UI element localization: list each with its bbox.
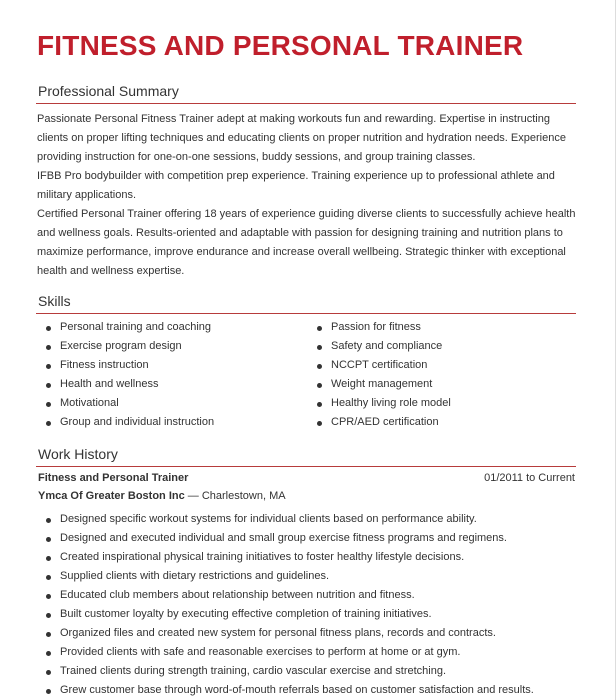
bullet-icon [317,364,322,369]
skill-item [36,337,296,356]
skill-label: Safety and compliance [331,340,443,352]
bullet-icon [46,421,51,426]
job-location: Charlestown, MA [201,490,286,502]
employer-separator: — [184,490,202,502]
duty-item [36,586,596,605]
duty-item [36,567,596,586]
job-dates: 01/2011 to Current [484,472,575,484]
skill-label: NCCPT certification [331,359,428,371]
skill-label: Exercise program design [60,340,182,352]
skill-label: Fitness instruction [60,359,149,371]
summary-paragraph: Certified Personal Trainer offering 18 years of experience guiding diverse clients to successfully achieve health and wellness goals. Results-oriented and adaptable with passion for designing training and nutrition plans to maximize performance, improve endurance and increase overall wellbeing. Strategic thinker with exceptional health and wellness expertise. [37,208,576,277]
bullet-icon [46,345,51,350]
duty-item [36,605,596,624]
bullet-icon [46,383,51,388]
skill-item [307,413,567,432]
summary-heading: Professional Summary [38,83,179,99]
skill-item [36,394,296,413]
skill-label: Group and individual instruction [60,416,215,428]
bullet-icon [46,537,51,542]
bullet-icon [46,556,51,561]
bullet-icon [46,326,51,331]
skill-label: Health and wellness [60,378,159,390]
duty-text: Educated club members about relationship between nutrition and fitness. [60,589,415,601]
skill-label: Motivational [60,397,119,409]
bullet-icon [46,594,51,599]
duty-text: Created inspirational physical training initiatives to foster healthy lifestyle decisions. [60,551,465,563]
bullet-icon [46,402,51,407]
bullet-icon [46,518,51,523]
skill-item [307,394,567,413]
duty-text: Grew customer base through word-of-mouth referrals based on customer satisfaction and results. [60,684,534,696]
bullet-icon [46,632,51,637]
bullet-icon [317,326,322,331]
skill-item [307,356,567,375]
work-history-heading: Work History [38,446,118,462]
duty-item [36,681,596,700]
job-duties-list [36,510,596,700]
bullet-icon [46,575,51,580]
bullet-icon [317,421,322,426]
bullet-icon [46,613,51,618]
skill-item [307,318,567,337]
skill-item [36,356,296,375]
summary-divider [36,103,576,104]
duty-text: Supplied clients with dietary restrictions and guidelines. [60,570,330,582]
duty-text: Provided clients with safe and reasonable exercises to perform at home or at gym. [60,646,461,658]
skill-label: Personal training and coaching [60,321,212,333]
skill-label: CPR/AED certification [331,416,439,428]
duty-text: Designed and executed individual and small group exercise fitness programs and regimens. [60,532,507,544]
duty-text: Designed specific workout systems for individual clients based on performance ability. [60,513,477,525]
summary-paragraph: Passionate Personal Fitness Trainer adept at making workouts fun and rewarding. Expertise in instructing clients on proper lifting techniques and educating clients on proper nutrition and hydration needs. Experience providing instruction for one-on-one sessions, buddy sessions, and group training classes. [37,113,566,163]
duty-item [36,529,596,548]
summary-body [37,110,582,281]
resume-name: FITNESS AND PERSONAL TRAINER [37,30,524,61]
skill-label: Passion for fitness [331,321,421,333]
skills-list-left [36,318,296,432]
work-history-divider [36,466,576,467]
skill-item [307,375,567,394]
duty-item [36,548,596,567]
skills-divider [36,313,576,314]
bullet-icon [317,402,322,407]
duty-item [36,643,596,662]
skill-label: Healthy living role model [331,397,451,409]
skills-list-right [307,318,567,432]
bullet-icon [46,670,51,675]
skill-item [36,375,296,394]
skill-item [36,413,296,432]
skill-item [36,318,296,337]
bullet-icon [46,689,51,694]
skill-item [307,337,567,356]
bullet-icon [317,345,322,350]
skill-label: Weight management [331,378,433,390]
duty-item [36,510,596,529]
bullet-icon [317,383,322,388]
duty-text: Built customer loyalty by executing effective completion of training initiatives. [60,608,432,620]
duty-item [36,662,596,681]
summary-paragraph: IFBB Pro bodybuilder with competition prep experience. Training experience up to professional athlete and military applications. [37,170,555,201]
duty-text: Organized files and created new system for personal fitness plans, records and contracts. [60,627,496,639]
job-title: Fitness and Personal Trainer [38,472,189,484]
job-employer [38,490,286,502]
duty-text: Trained clients during strength training, cardio vascular exercise and stretching. [60,665,447,677]
duty-item [36,624,596,643]
bullet-icon [46,364,51,369]
bullet-icon [46,651,51,656]
company-name: Ymca Of Greater Boston Inc [38,490,185,502]
skills-heading: Skills [38,293,71,309]
